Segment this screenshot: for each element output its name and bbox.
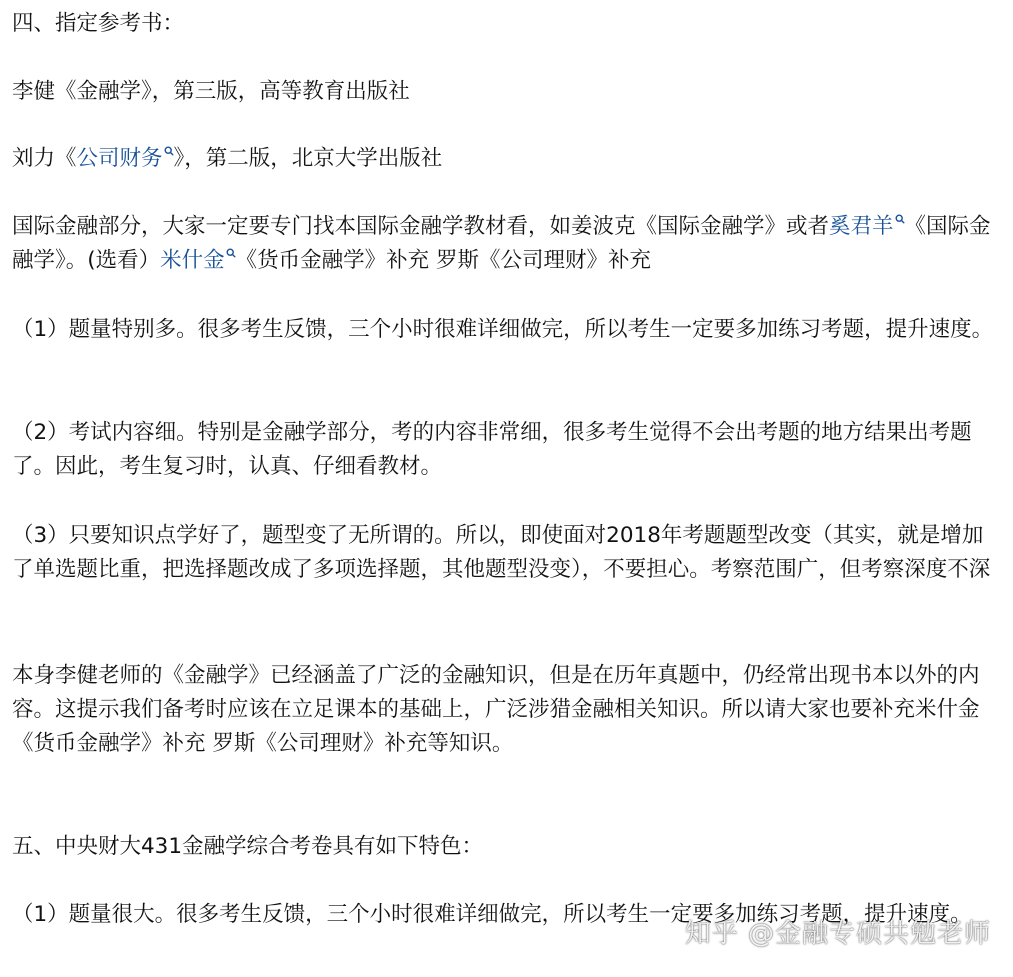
link-xi-junyang[interactable]: 奚君羊	[829, 214, 905, 239]
point-1-paragraph: （1）题量特别多。很多考生反馈，三个小时很难详细做完，所以考生一定要多加练习考题，提升速度。	[12, 317, 994, 342]
section-4-heading: 四、指定参考书：	[12, 11, 185, 36]
link-mishkin[interactable]: 米什金	[160, 248, 236, 273]
search-icon	[164, 146, 174, 160]
section-5-heading: 五、中央财大431金融学综合考卷具有如下特色：	[12, 834, 484, 859]
search-icon	[895, 214, 905, 228]
book2-suffix: 》，第二版，北京大学出版社	[173, 146, 443, 171]
point-3-paragraph: （3）只要知识点学好了，题型变了无所谓的。所以，即使面对2018年考题题型改变（其实，就是增加了单选题比重，把选择题改成了多项选择题，其他题型没变），不要担心。考察范围广，但考察深度不深	[12, 523, 991, 582]
section-5-point-1: （1）题量很大。很多考生反馈，三个小时很难详细做完，所以考生一定要多加练习考题，提升速度。	[12, 902, 972, 927]
point-2-paragraph: （2）考试内容细。特别是金融学部分，考的内容非常细，很多考生觉得不会出考题的地方结果出考题了。因此，考生复习时，认真、仔细看教材。	[12, 420, 972, 479]
reference-book-2	[12, 142, 1002, 176]
reference-book-1: 李健《金融学》，第三版，高等教育出版社	[12, 79, 410, 104]
search-icon	[226, 248, 236, 262]
intl-finance-paragraph: 国际金融部分，大家一定要专门找本国际金融学教材看，如姜波克《国际金融学》或者奚君羊 《国际金融学》。(选看）米什金 《货币金融学》补充 罗斯《公司理财》补充	[12, 214, 991, 273]
zhihu-watermark: 知乎 @金融专硕共勉老师	[684, 919, 991, 949]
book2-prefix: 刘力《	[12, 146, 77, 171]
summary-paragraph: 本身李健老师的《金融学》已经涵盖了广泛的金融知识，但是在历年真题中，仍经常出现书本以外的内容。这提示我们备考时应该在立足课本的基础上，广泛涉猎金融相关知识。所以请大家也要补充米什金《货币金融学》补充 罗斯《公司理财》补充等知识。	[12, 663, 980, 756]
link-corporate-finance[interactable]: 公司财务	[77, 146, 174, 171]
